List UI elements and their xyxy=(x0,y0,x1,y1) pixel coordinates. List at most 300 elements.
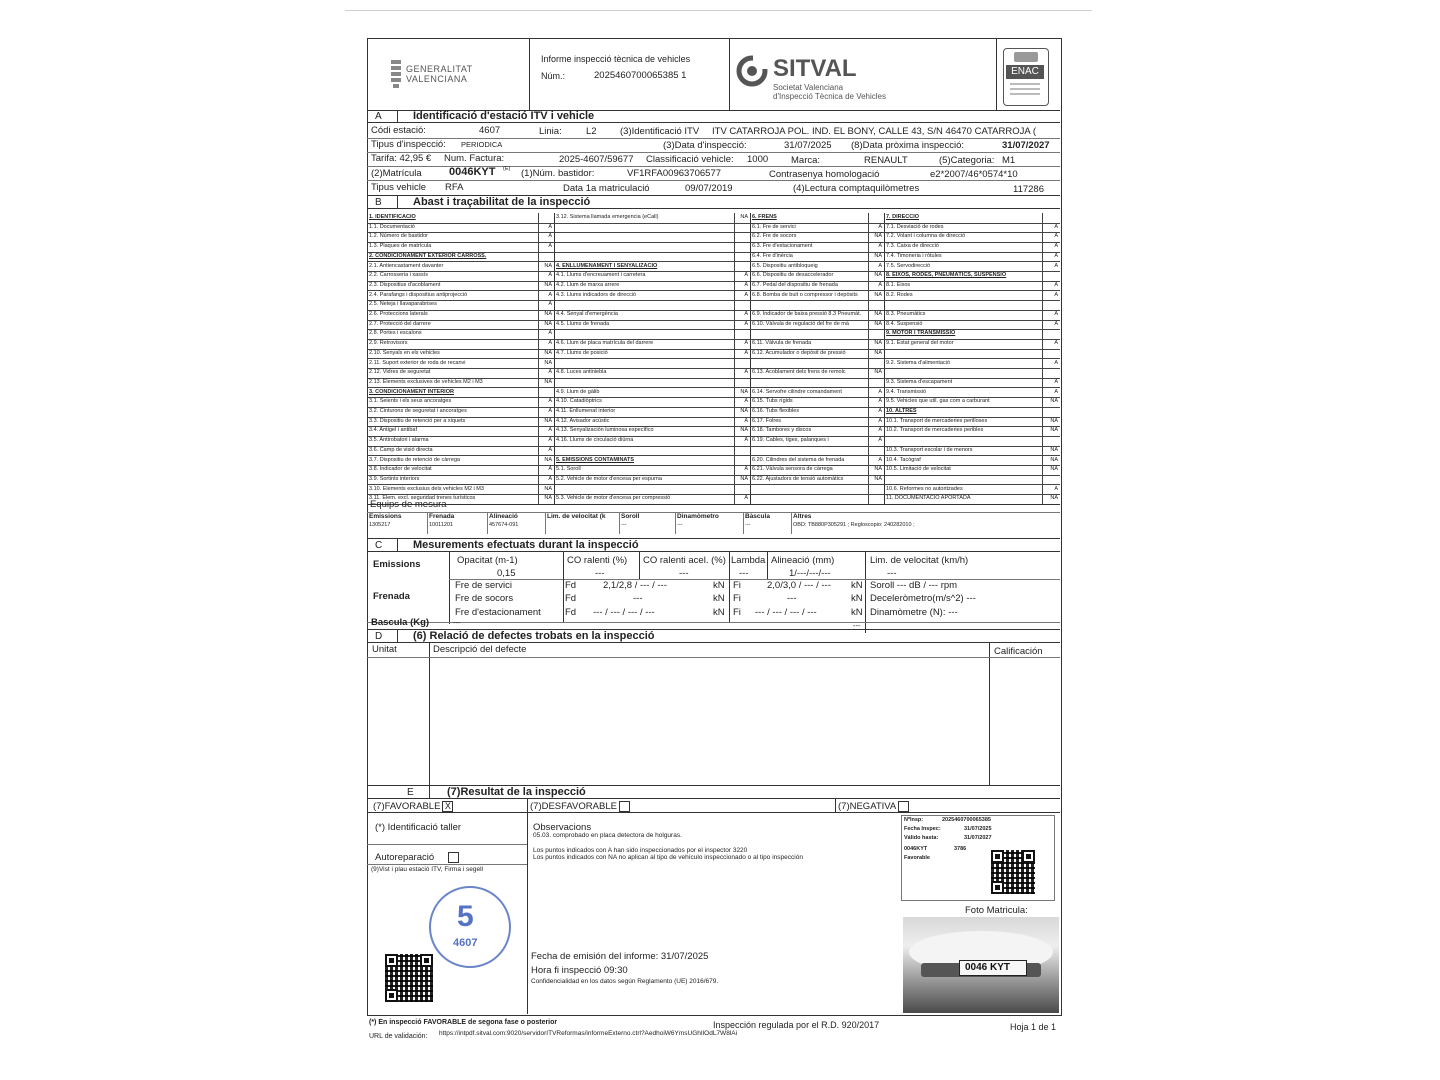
url-label: URL de validación: xyxy=(369,1033,428,1040)
inspection-item-result: NA xyxy=(874,272,882,279)
inspection-item-result: A xyxy=(1054,281,1058,288)
inspection-item-label: 4.12. Avisador acústic xyxy=(556,417,610,424)
kn-label-4: kN xyxy=(851,580,863,591)
inspection-item-label: 7. DIRECCIÓ xyxy=(886,214,920,220)
homolog-label: Contrasenya homologació xyxy=(769,169,880,180)
inspection-item-label: 4.1. Llums d'encreuament i carretera xyxy=(556,272,646,279)
qr-result: Favorable xyxy=(904,855,930,861)
inspection-item-label: 2.10. Senyals en els vehicles xyxy=(369,349,440,356)
inspection-item-label: 3.12. Sistema llamada emergencia (eCall) xyxy=(556,214,659,220)
sitval-logo-icon xyxy=(735,54,769,88)
sitval-sub1: Societat Valenciana xyxy=(773,83,844,92)
matricula-label: (2)Matrícula xyxy=(371,168,422,179)
page-number: Hoja 1 de 1 xyxy=(1010,1022,1057,1032)
inspection-item-result: A xyxy=(878,243,882,250)
inspection-item-result: NA xyxy=(544,485,552,492)
favorable-option[interactable] xyxy=(373,801,453,812)
inspection-item-result: NA xyxy=(1050,417,1058,424)
inspection-item-label: 2.1. Antiencastament davanter xyxy=(369,262,444,269)
inspection-item-label: 7.2. Volant i columna de direcció xyxy=(886,233,966,240)
inspection-item-result: NA xyxy=(874,320,882,327)
emision-date: Fecha de emisión del informe: 31/07/2025 xyxy=(531,951,709,962)
inspection-item-result: NA xyxy=(874,466,882,473)
tipus-value: PERIODICA xyxy=(461,140,503,149)
inspection-item-label: 6.14. Servofre cilindre comandament xyxy=(752,388,842,395)
inspection-item-label: 11. DOCUMENTACIÓ APORTADA xyxy=(886,495,971,502)
inspection-item-label: 4.16. Llums de circulació diürna xyxy=(556,437,634,444)
inspection-item-result: NA xyxy=(544,320,552,327)
inspection-item-result: A xyxy=(548,330,552,337)
section-e-header xyxy=(367,785,1060,799)
section-c-header xyxy=(367,538,1060,552)
inspection-column xyxy=(750,213,885,504)
inspection-item-label: 10.6. Reformes no autoritzades xyxy=(886,485,963,492)
inspection-item-label: 3.4. Antigel i antibaf xyxy=(369,427,418,434)
kn-label-2: kN xyxy=(713,593,725,604)
inspection-item-result: A xyxy=(744,291,748,298)
ident-value: ITV CATARROJA POL. IND. EL BONY, CALLE 43, S/N 46470 CATARROJA ( xyxy=(712,126,1036,137)
desfavorable-label: (7)DESFAVORABLE xyxy=(530,801,617,813)
autorep-option[interactable] xyxy=(375,852,459,863)
enac-text: ENAC xyxy=(1006,65,1044,79)
inspection-item-label: 6.8. Bomba de buit o compressor i depòsits xyxy=(752,291,858,298)
fecha-label: Fecha Inspec: xyxy=(904,826,941,832)
codi-value: 4607 xyxy=(479,125,501,136)
inspection-item-label: 2.11. Suport exterior de roda de recanvi xyxy=(369,359,466,366)
equip-label: Alineació xyxy=(489,513,518,520)
inspection-item-result: A xyxy=(1054,320,1058,327)
inspection-item-result: A xyxy=(744,417,748,424)
inspection-item-label: 6.5. Dispositiu antibloqueig xyxy=(752,262,818,269)
proxima-label: (8)Data pròxima inspecció: xyxy=(851,140,964,151)
equip-cell xyxy=(487,512,546,534)
section-d-title: (6) Relació de defectes trobats en la inspecció xyxy=(413,630,655,642)
section-a-title: Identificació d'estació ITV i vehicle xyxy=(413,110,595,122)
inspection-item-label: 1.3. Plaques de matrícula xyxy=(369,243,432,250)
inspection-item-label: 7.3. Caixa de direcció xyxy=(886,243,939,250)
matricula-value: 0046KYT xyxy=(449,166,496,178)
inspection-item-label: 4.3. Llums indicadors de direcció xyxy=(556,291,637,298)
favorable-checkbox[interactable]: X xyxy=(442,801,453,812)
inspection-item-label: 6.12. Acumulador o depòsit de pressió xyxy=(752,349,846,356)
inspection-item-result: NA xyxy=(740,388,748,395)
taller-label: (*) Identificació taller xyxy=(375,822,462,833)
equip-cell xyxy=(791,512,1060,534)
inspection-item-label: 6.21. Vàlvula sensora de càrrega xyxy=(752,466,833,473)
inspection-item-result: A xyxy=(744,349,748,356)
inspection-item-result: A xyxy=(548,272,552,279)
inspection-item-result: NA xyxy=(874,369,882,376)
inspection-column xyxy=(367,213,555,504)
fd-label-2: Fd xyxy=(565,593,577,604)
inspection-item-label: 10.4. Tacògraf xyxy=(886,456,921,463)
section-b-title: Abast i traçabilitat de la inspecció xyxy=(413,196,591,208)
data-mat-value: 09/07/2019 xyxy=(685,183,733,194)
inspection-item-label: 4.11. Enllumenat interior xyxy=(556,408,616,414)
inspection-item-result: A xyxy=(744,398,748,405)
fd-value-3: --- / --- / --- / --- xyxy=(593,607,655,618)
classif-label: Classificació vehicle: xyxy=(646,154,734,165)
inspection-item-label: 6.17. Folres xyxy=(752,417,782,424)
inspection-item-label: 7.1. Desviació de rodes xyxy=(886,223,944,230)
inspection-item-result: NA xyxy=(544,378,552,385)
inspection-item-label: 6.4. Fre d'inèrcia xyxy=(752,252,793,259)
factura-value: 2025-4607/59677 xyxy=(559,154,634,165)
inspection-item-label: 4.5. Llums de frenada xyxy=(556,320,610,327)
inspection-item-label: 2.9. Retrovisors xyxy=(369,340,408,347)
inspection-item-result: A xyxy=(548,398,552,405)
inspection-item-label: 2.4. Parafangs i dispositius antiprojecció xyxy=(369,291,468,298)
inspection-item-result: A xyxy=(1054,223,1058,230)
inspection-item-label: 6.1. Fre de servici xyxy=(752,223,796,230)
inspection-item-result: NA xyxy=(874,349,882,356)
inspection-item-label: 3.10. Elements exclusius dels vehicles M2 i M3 xyxy=(369,485,484,492)
inspection-item-label: 4.13. Senyalización luminosa específico xyxy=(556,427,654,434)
foto-label: Foto Matricula: xyxy=(965,905,1028,916)
inspection-item-result: NA xyxy=(740,408,748,414)
inspection-item-result: A xyxy=(1054,388,1058,395)
desfavorable-checkbox[interactable] xyxy=(619,801,630,812)
bastidor-label: (1)Núm. bastidor: xyxy=(521,168,595,179)
report-number: 2025460700065385 1 xyxy=(594,70,687,81)
inspection-item-result: A xyxy=(1054,311,1058,317)
classif-value: 1000 xyxy=(747,154,769,165)
fre-socors-label: Fre de socors xyxy=(455,593,514,604)
equip-cell xyxy=(619,512,676,534)
desfavorable-option[interactable] xyxy=(530,801,630,812)
equip-value: --- xyxy=(677,522,683,528)
gv-name-line2: VALENCIANA xyxy=(406,74,468,84)
marca-label: Marca: xyxy=(791,155,821,166)
inspection-item-label: 9.2. Sistema d'alimentació xyxy=(886,359,951,366)
inspection-item-result: A xyxy=(878,388,882,395)
lambda-value: --- xyxy=(739,568,749,579)
inspection-item-result: A xyxy=(548,427,552,434)
section-e-title: (7)Resultat de la inspecció xyxy=(447,786,586,798)
inspection-item-result: A xyxy=(1054,485,1058,492)
inspection-item-result: A xyxy=(744,437,748,444)
inspection-item-label: 2. CONDICIONAMENT EXTERIOR CARROSS. xyxy=(369,252,487,259)
equip-value: 457674-091 xyxy=(489,522,519,528)
summary-qr-icon xyxy=(991,850,1035,894)
inspection-item-result: NA xyxy=(544,359,552,366)
inspection-item-label: 3.3. Dispositiu de retenció per a xiquets xyxy=(369,417,466,424)
autorep-label: Autoreparació xyxy=(375,852,435,864)
inspection-item-label: 5.2. Vehicle de motor d'encesa per espurna xyxy=(556,475,662,482)
inspection-item-label: 4.10. Catadiòptrics xyxy=(556,398,602,405)
inspection-item-result: NA xyxy=(874,340,882,347)
plate-photo xyxy=(903,917,1059,1013)
equips-title: Equips de mesura xyxy=(370,499,447,510)
inspection-item-result: A xyxy=(548,223,552,230)
inspection-item-result: A xyxy=(548,446,552,453)
stamp-number: 5 xyxy=(457,900,474,933)
inspection-item-result: A xyxy=(548,437,552,444)
negativa-option[interactable] xyxy=(838,801,909,812)
inspection-item-result: A xyxy=(744,340,748,347)
inspection-item-result: A xyxy=(744,495,748,502)
inspection-item-result: A xyxy=(1054,378,1058,385)
bascula-dash: --- xyxy=(853,621,861,630)
inspection-item-label: 6.20. Cilindres del sistema de frenada xyxy=(752,456,845,463)
inspection-item-label: 5. EMISSIONS CONTAMINATS xyxy=(556,456,635,463)
qr-plate: 0046KYT xyxy=(904,846,928,852)
inspection-item-label: 5.3. Vehicle de motor d'encesa per compressió xyxy=(556,495,671,502)
license-plate-text: 0046 KYT xyxy=(965,962,1011,973)
inspection-item-label: 2.2. Carrosseria i xassís xyxy=(369,272,428,279)
inspection-item-result: A xyxy=(878,223,882,230)
fi-label-2: Fi xyxy=(733,593,741,604)
inspection-item-label: 6.6. Dispositiu de desaccelerador xyxy=(752,272,834,279)
inspection-item-result: A xyxy=(744,466,748,473)
tipus-veh-label: Tipus vehicle xyxy=(371,182,427,193)
kn-label-5: kN xyxy=(851,593,863,604)
inspection-item-label: 10.5. Limitació de velocitat xyxy=(886,466,951,473)
equip-value: 10011201 xyxy=(429,522,454,528)
fd-label-1: Fd xyxy=(565,580,577,591)
inspection-item-label: 3.11. Elem. excl. seguridad trenes turísticos xyxy=(369,495,476,502)
section-b-header xyxy=(367,195,1060,209)
inspection-item-label: 3.5. Antirobatori i alarma xyxy=(369,437,429,444)
inspection-item-result: A xyxy=(878,456,882,463)
inspection-item-label: 2.5. Neteja i llavaparabrises xyxy=(369,301,437,308)
inspection-item-label: 10.2. Transport de mercaderies peribles xyxy=(886,427,984,434)
equips-row xyxy=(367,512,1060,533)
inspection-item-label: 6.13. Acoblament dels frens de remolc xyxy=(752,369,846,376)
inspection-item-label: 8.1. Eixos xyxy=(886,281,911,288)
fi-value-3: --- / --- / --- / --- xyxy=(755,607,817,618)
co-value: --- xyxy=(595,568,605,579)
fre-servici-label: Fre de servici xyxy=(455,580,513,591)
equip-label: Bàscula xyxy=(745,513,770,520)
kn-label-1: kN xyxy=(713,580,725,591)
inspection-item-label: 3.1. Seients i els seus ancoratges xyxy=(369,398,452,405)
equip-value: OBD: TB880P305291 ; Regloscopio: 240282010 ; xyxy=(793,522,915,528)
equip-label: Altres xyxy=(793,513,812,520)
section-a-header xyxy=(367,110,1060,123)
obs-title: Observacions xyxy=(533,822,592,833)
inspection-item-label: 6.10. Vàlvula de regulació del fre de mà xyxy=(752,320,849,327)
data-mat-label: Data 1a matriculació xyxy=(563,183,650,194)
matricula-sup: (E) xyxy=(503,166,511,172)
report-num-label: Núm.: xyxy=(541,71,566,81)
tipus-veh-value: RFA xyxy=(445,182,464,193)
inspection-item-label: 2.12. Vidres de seguretat xyxy=(369,369,431,376)
inspection-item-result: A xyxy=(548,466,552,473)
sitval-sub2: d'Inspecció Tècnica de Vehicles xyxy=(773,92,887,101)
inspection-item-result: A xyxy=(1054,340,1058,347)
vist-label: (9)Vist i plau estació ITV, Firma i segell xyxy=(371,866,483,873)
n-insp-label: NºInsp: xyxy=(904,817,924,823)
inspection-column xyxy=(884,213,1060,504)
inspection-item-label: 3.2. Cinturons de seguretat i ancoratges xyxy=(369,408,467,414)
tarifa: Tarifa: 42,95 € xyxy=(371,153,432,164)
inspection-item-result: NA xyxy=(1050,456,1058,463)
inspection-item-result: A xyxy=(548,291,552,298)
inspection-item-label: 6.7. Pedal del dispositiu de frenada xyxy=(752,281,838,288)
inspection-item-result: NA xyxy=(1050,495,1058,502)
inspection-item-result: A xyxy=(1054,359,1058,366)
equip-label: Frenada xyxy=(429,513,455,520)
limvel-value: --- xyxy=(887,568,897,579)
fd-label-3: Fd xyxy=(565,607,577,618)
fi-value-2: --- xyxy=(787,593,797,604)
alineacio-label: Alineació (mm) xyxy=(771,555,835,566)
inspection-item-result: A xyxy=(878,427,882,434)
inspection-item-label: 6.16. Tubs flexibles xyxy=(752,408,800,414)
coacel-value: --- xyxy=(679,568,689,579)
fre-estac-label: Fre d'estacionament xyxy=(455,607,541,618)
inspection-items-grid xyxy=(367,213,1060,504)
descripcio-header: Descripció del defecte xyxy=(433,644,527,655)
inspection-item-label: 6.22. Ajustadors de tensió automàtics xyxy=(752,475,844,482)
inspection-item-label: 8.3. Pneumàtics xyxy=(886,311,926,317)
inspection-item-label: 8.4. Suspensió xyxy=(886,320,923,327)
factura-label: Num. Factura: xyxy=(444,153,505,164)
equip-value: --- xyxy=(621,522,627,528)
inspection-item-label: 3.8. Indicador de velocitat xyxy=(369,466,432,473)
equip-label: Dinamòmetro xyxy=(677,513,719,520)
lambda-label: Lambda xyxy=(731,555,766,566)
comptaq-label: (4)Lectura comptaquilòmetres xyxy=(793,183,920,194)
equip-cell xyxy=(367,512,428,534)
autorep-checkbox[interactable] xyxy=(448,852,459,863)
valido-label: Válido hasta: xyxy=(904,835,939,841)
section-c-title: Mesurements efectuats durant la inspecció xyxy=(413,539,639,551)
opacitat-label: Opacitat (m-1) xyxy=(457,555,518,566)
limvel-label: Lim. de velocitat (km/h) xyxy=(870,555,969,566)
inspection-item-label: 10.3. Transport escolar i de menors xyxy=(886,446,973,453)
inspection-item-result: NA xyxy=(544,349,552,356)
inspection-item-label: 6.15. Tubs rígids xyxy=(752,398,793,405)
inspection-item-label: 4.7. Llums de posició xyxy=(556,349,608,356)
inspection-item-result: NA xyxy=(544,495,552,502)
inspection-item-result: NA xyxy=(544,281,552,288)
inspection-item-label: 5.1. Soroll xyxy=(556,466,581,473)
section-b-letter: B xyxy=(375,197,382,208)
inspection-column xyxy=(554,213,751,504)
equip-label: Soroll xyxy=(621,513,640,520)
comptaq-value: 117286 xyxy=(1013,184,1044,195)
inspection-item-result: NA xyxy=(740,475,748,482)
inspection-item-result: NA xyxy=(740,427,748,434)
inspection-item-result: A xyxy=(1054,233,1058,240)
inspection-item-label: 6.9. Indicador de baixa pressió 8.3 Pneumàt. xyxy=(752,311,862,317)
stamp-code: 4607 xyxy=(453,937,478,949)
bastidor-value: VF1RFA00963706577 xyxy=(627,168,722,179)
inspection-item-label: 4.9. Llum de gàlib xyxy=(556,388,600,395)
kn-label-3: kN xyxy=(713,607,725,618)
inspection-item-result: NA xyxy=(1050,427,1058,434)
inspection-item-label: 3.6. Camp de visió directa xyxy=(369,446,433,453)
inspection-item-result: A xyxy=(744,369,748,376)
frenada-label: Frenada xyxy=(373,591,410,602)
fd-value-1: 2,1/2,8 / --- / --- xyxy=(603,580,667,591)
inspection-item-label: 4. ENLLUMENAMENT I SENYALIZACIÓ xyxy=(556,262,658,269)
footer-note: (*) En inspecció FAVORABLE de segona fase o posterior xyxy=(369,1019,558,1026)
inspection-item-label: 10. ALTRES xyxy=(886,408,917,414)
inspection-item-result: A xyxy=(548,233,552,240)
inspection-item-label: 8. EIXOS, RODES, PNEUMÀTICS, SUSPENSIÓ xyxy=(886,272,1007,279)
inspection-item-label: 9.1. Estat general del motor xyxy=(886,340,954,347)
gv-name-line1: GENERALITAT xyxy=(406,64,473,74)
soroll-measure: Soroll --- dB / --- rpm xyxy=(870,580,958,591)
gv-logo-cell xyxy=(367,38,530,110)
linia-label: Linia: xyxy=(539,126,562,137)
codi-label: Códi estació: xyxy=(371,125,426,136)
inspection-item-result: A xyxy=(744,281,748,288)
linia-value: L2 xyxy=(586,126,597,137)
inspection-item-result: NA xyxy=(544,311,552,317)
inspection-item-result: A xyxy=(878,417,882,424)
sitval-wordmark: SITVAL xyxy=(773,55,857,82)
equip-cell xyxy=(743,512,792,534)
alineacio-value: 1/---/---/--- xyxy=(789,568,831,579)
footer-regulation: Inspección regulada por el R.D. 920/2017 xyxy=(713,1020,880,1030)
section-d-letter: D xyxy=(375,631,383,642)
inspection-item-label: 10.1. Transport de mercaderies perilloses xyxy=(886,417,988,424)
inspection-item-result: NA xyxy=(544,417,552,424)
tipus-label: Tipus d'inspecció: xyxy=(371,139,446,150)
co-label: CO ralenti (%) xyxy=(567,555,628,566)
inspection-report xyxy=(367,38,1062,1040)
inspection-item-result: NA xyxy=(1050,398,1058,405)
inspection-item-label: 3.7. Dispositiu de retenció de càrrega xyxy=(369,456,461,463)
inspection-item-result: A xyxy=(548,340,552,347)
kn-label-6: kN xyxy=(851,607,863,618)
inspection-item-result: A xyxy=(744,311,748,317)
inspection-item-label: 9. MOTOR I TRANSMISSIÓ xyxy=(886,330,956,337)
inspection-item-result: A xyxy=(548,243,552,250)
inspection-item-label: 4.4. Senyal d'emergència xyxy=(556,311,618,317)
qr-code: 3786 xyxy=(954,846,967,852)
equip-value: 1305217 xyxy=(369,522,391,528)
opacitat-value: 0,15 xyxy=(497,568,516,579)
valido-value: 31/07/2027 xyxy=(964,835,992,841)
inspection-item-label: 9.3. Sistema d'escapament xyxy=(886,378,953,385)
inspection-item-label: 2.7. Protecció del darrere xyxy=(369,320,431,327)
inspection-item-label: 4.2. Llum de marxa arrere xyxy=(556,281,620,288)
inspection-item-label: 2.6. Proteccions laterals xyxy=(369,311,428,317)
section-c-letter: C xyxy=(375,540,383,551)
inspection-item-result: A xyxy=(878,437,882,444)
section-d-header xyxy=(367,629,1060,643)
inspection-item-result: A xyxy=(878,408,882,414)
categoria-value: M1 xyxy=(1002,155,1016,166)
inspection-item-result: NA xyxy=(874,291,882,298)
validation-url[interactable]: https://intpdf.sitval.com:9020/servidorITVReformas/informeExterno.ctrl?AedhoiW6YmsUGhIlOdL7W8lAi xyxy=(439,1030,738,1037)
inspection-item-result: A xyxy=(878,262,882,269)
equip-label: Lim. de velocitat (k xyxy=(547,513,606,520)
inspection-item-result: A xyxy=(1054,243,1058,250)
fi-value-1: 2,0/3,0 / --- / --- xyxy=(767,580,831,591)
inspection-item-result: A xyxy=(1054,252,1058,259)
inspection-item-label: 1. IDENTIFICACIÓ xyxy=(369,214,416,220)
inspection-item-label: 7.4. Timoneria i ròtules xyxy=(886,252,942,259)
fi-label-1: Fi xyxy=(733,580,741,591)
unitat-header: Unitat xyxy=(372,644,397,655)
inspection-item-label: 6.2. Fre de socors xyxy=(752,233,797,240)
inspection-item-label: 2.13. Elements exclusives de vehicles M2 i M3 xyxy=(369,378,483,385)
equip-cell xyxy=(427,512,488,534)
bascula-value: --- xyxy=(453,618,461,627)
fi-label-3: Fi xyxy=(733,607,741,618)
gv-crest-icon xyxy=(389,58,403,90)
inspection-item-result: NA xyxy=(874,252,882,259)
inspection-item-result: NA xyxy=(1050,466,1058,473)
negativa-checkbox[interactable] xyxy=(898,801,909,812)
inspection-item-label: 6. FRENS xyxy=(752,214,777,220)
